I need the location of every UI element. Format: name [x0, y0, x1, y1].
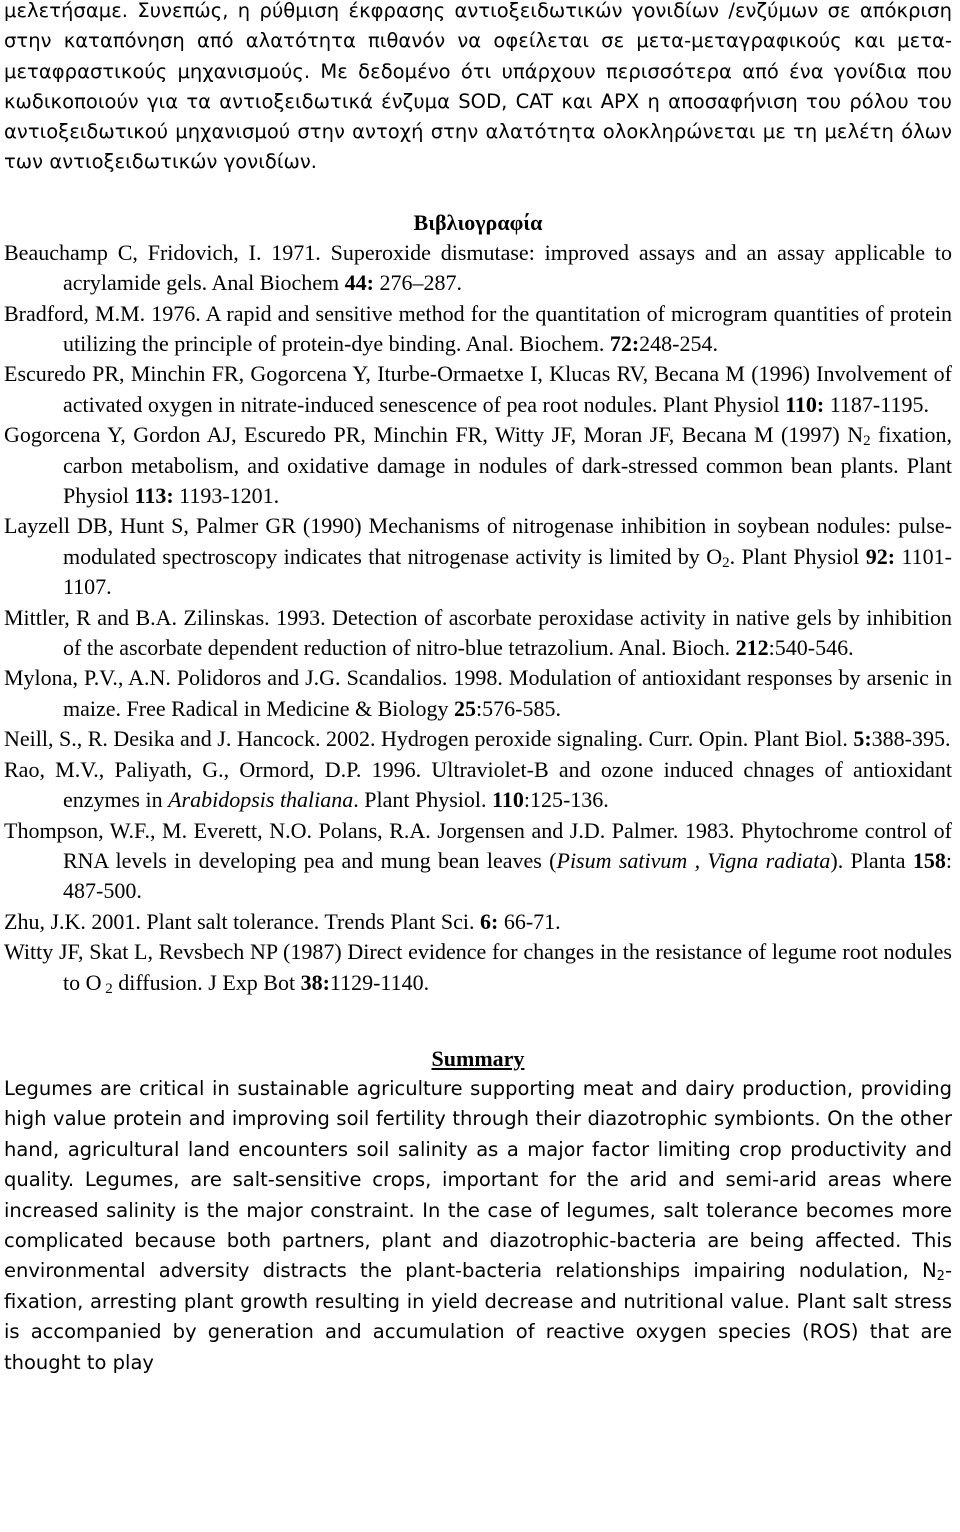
reference-pages: : 487-500. — [63, 847, 952, 904]
reference-text: fixation, carbon metabolism, and oxidative damage in nodules of dark-stressed common bean plants. Plant Physiol — [63, 422, 952, 509]
reference-item — [4, 663, 952, 724]
reference-volume: 158 — [912, 847, 946, 873]
reference-volume: 110 — [492, 787, 524, 813]
reference-text: Mittler, R and B.A. Zilinskas. 1993. Detection of ascorbate peroxidase activity in native gels by inhibition of the ascorbate dependent reduction of nitro-blue tetrazolium. Anal. Bioch. — [4, 604, 952, 661]
reference-item — [4, 511, 952, 602]
reference-volume: 113: — [134, 483, 174, 509]
reference-item — [4, 907, 952, 937]
reference-text: . Plant Physiol. — [353, 787, 493, 813]
reference-pages: :576-585. — [476, 695, 561, 721]
reference-item — [4, 420, 952, 511]
summary-text: -fixation, arresting plant growth resulting in yield decrease and nutritional value. Plant salt stress is accompanied by generation and accumulation of reactive oxygen species (ROS) that are thought to play — [4, 1259, 952, 1374]
reference-text: Bradford, M.M. 1976. A rapid and sensitive method for the quantitation of microgram quantities of protein utilizing the principle of protein-dye binding. Anal. Biochem. — [4, 300, 952, 356]
reference-text: Thompson, W.F., M. Everett, N.O. Polans, R.A. Jorgensen and J.D. Palmer. 1983. Phytochrome control of RNA levels in developing pea and mung bean leaves ( — [4, 817, 952, 873]
reference-list — [4, 238, 952, 998]
reference-pages: 388-395. — [871, 726, 951, 752]
reference-volume: 92: — [865, 543, 896, 569]
reference-text: Gogorcena Y, Gordon AJ, Escuredo PR, Minchin FR, Witty JF, Moran JF, Becana M (1997) N — [4, 422, 864, 448]
reference-volume: 5: — [853, 726, 872, 752]
reference-pages: 1187-1195. — [824, 391, 929, 417]
reference-volume: 110: — [785, 391, 825, 417]
reference-item — [4, 359, 952, 420]
species-name: Arabidopsis thaliana — [168, 787, 354, 813]
reference-text: ). Planta — [830, 847, 913, 873]
reference-text: Zhu, J.K. 2001. Plant salt tolerance. Trends Plant Sci. — [4, 908, 481, 934]
reference-volume: 25 — [454, 695, 477, 721]
reference-text: Beauchamp C, Fridovich, I. 1971. Superoxide dismutase: improved assays and an assay applicable to acrylamide gels. Anal Biochem — [4, 239, 952, 296]
reference-item — [4, 724, 952, 754]
reference-item — [4, 937, 952, 998]
subscript: 2 — [101, 980, 113, 997]
reference-pages: 66-71. — [498, 908, 561, 934]
reference-volume: 72: — [609, 331, 640, 356]
summary-heading: Summary — [431, 1045, 525, 1071]
reference-pages: :540-546. — [768, 635, 854, 661]
reference-pages: 276–287. — [373, 270, 462, 296]
subscript: 2 — [863, 433, 871, 450]
reference-item — [4, 238, 952, 299]
reference-volume: 38: — [300, 969, 330, 995]
document-page — [4, 0, 952, 1378]
reference-pages: 1101-1107. — [63, 543, 952, 600]
reference-volume: 44: — [344, 270, 374, 296]
reference-text: Layzell DB, Hunt S, Palmer GR (1990) Mechanisms of nitrogenase inhibition in soybean nodules: pulse-modulated spectroscopy indicates that nitrogenase activity is limited by O — [4, 513, 952, 569]
reference-item — [4, 603, 952, 664]
subscript: 2 — [936, 1269, 945, 1285]
reference-text: Mylona, P.V., A.N. Polidoros and J.G. Scandalios. 1998. Modulation of antioxidant responses by arsenic in maize. Free Radical in Medicine & Biology — [4, 665, 952, 721]
reference-text: Rao, M.V., Paliyath, G., Ormord, D.P. 1996. Ultraviolet-B and ozone induced chnages of antioxidant enzymes in — [4, 756, 952, 813]
summary-paragraph — [4, 1074, 952, 1378]
reference-text: Neill, S., R. Desika and J. Hancock. 2002. Hydrogen peroxide signaling. Curr. Opin. Plant Biol. — [4, 726, 854, 752]
reference-volume: 212 — [735, 635, 769, 661]
reference-item — [4, 816, 952, 907]
reference-volume: 6: — [480, 908, 499, 934]
reference-item — [4, 755, 952, 816]
reference-text: diffusion. J Exp Bot — [112, 969, 301, 995]
subscript: 2 — [722, 554, 730, 571]
species-name: Pisum sativum , Vigna radiata — [556, 847, 831, 873]
reference-pages: :125-136. — [523, 787, 609, 813]
reference-pages: 1193-1201. — [173, 483, 280, 509]
reference-item — [4, 299, 952, 360]
reference-text: Escuredo PR, Minchin FR, Gogorcena Y, Iturbe-Ormaetxe I, Klucas RV, Becana M (1996) Involvement of activated oxygen in nitrate-induced senescence of pea root nodules. Plant Physiol — [4, 361, 952, 417]
references-heading: Βιβλιογραφία — [413, 209, 543, 235]
summary-text: Legumes are critical in sustainable agriculture supporting meat and dairy production, providing high value protein and improving soil fertility through their diazotrophic symbionts. On the other hand, agricultural land encounters soil salinity as a major factor limiting crop productivity and quality. Legumes, are salt-sensitive crops, important for the arid and semi-arid areas where increased salinity is the major constraint. In the case of legumes, salt tolerance becomes more complicated because both partners, plant and diazotrophic-bacteria are being affected. This environmental adversity distracts the plant-bacteria relationships impairing nodulation, N — [4, 1076, 952, 1283]
reference-text: . Plant Physiol — [729, 543, 866, 569]
intro-paragraph: μελετήσαμε. Συνεπώς, η ρύθμιση έκφρασης αντιοξειδωτικών γονιδίων /ενζύμων σε απόκριση στην καταπόνηση από αλατότητα πιθανόν να οφείλεται σε μετα-μεταγραφικούς και μετα-μεταφραστικούς μηχανισμούς. Με δεδομένο ότι υπάρχουν περισσότερα από ένα γονίδια που κωδικοποιούν για τα αντιοξειδωτικά ένζυμα SOD, CAT και APX η αποσαφήνιση του ρόλου του αντιοξειδωτικού μηχανισμού στην αντοχή στην αλατότητα ολοκληρώνεται με τη μελέτη όλων των αντιοξειδωτικών γονιδίων. — [4, 0, 952, 174]
reference-text: Witty JF, Skat L, Revsbech NP (1987) Direct evidence for changes in the resistance of legume root nodules to O — [4, 939, 952, 995]
reference-pages: 1129-1140. — [329, 969, 430, 995]
reference-pages: 248-254. — [639, 331, 718, 356]
